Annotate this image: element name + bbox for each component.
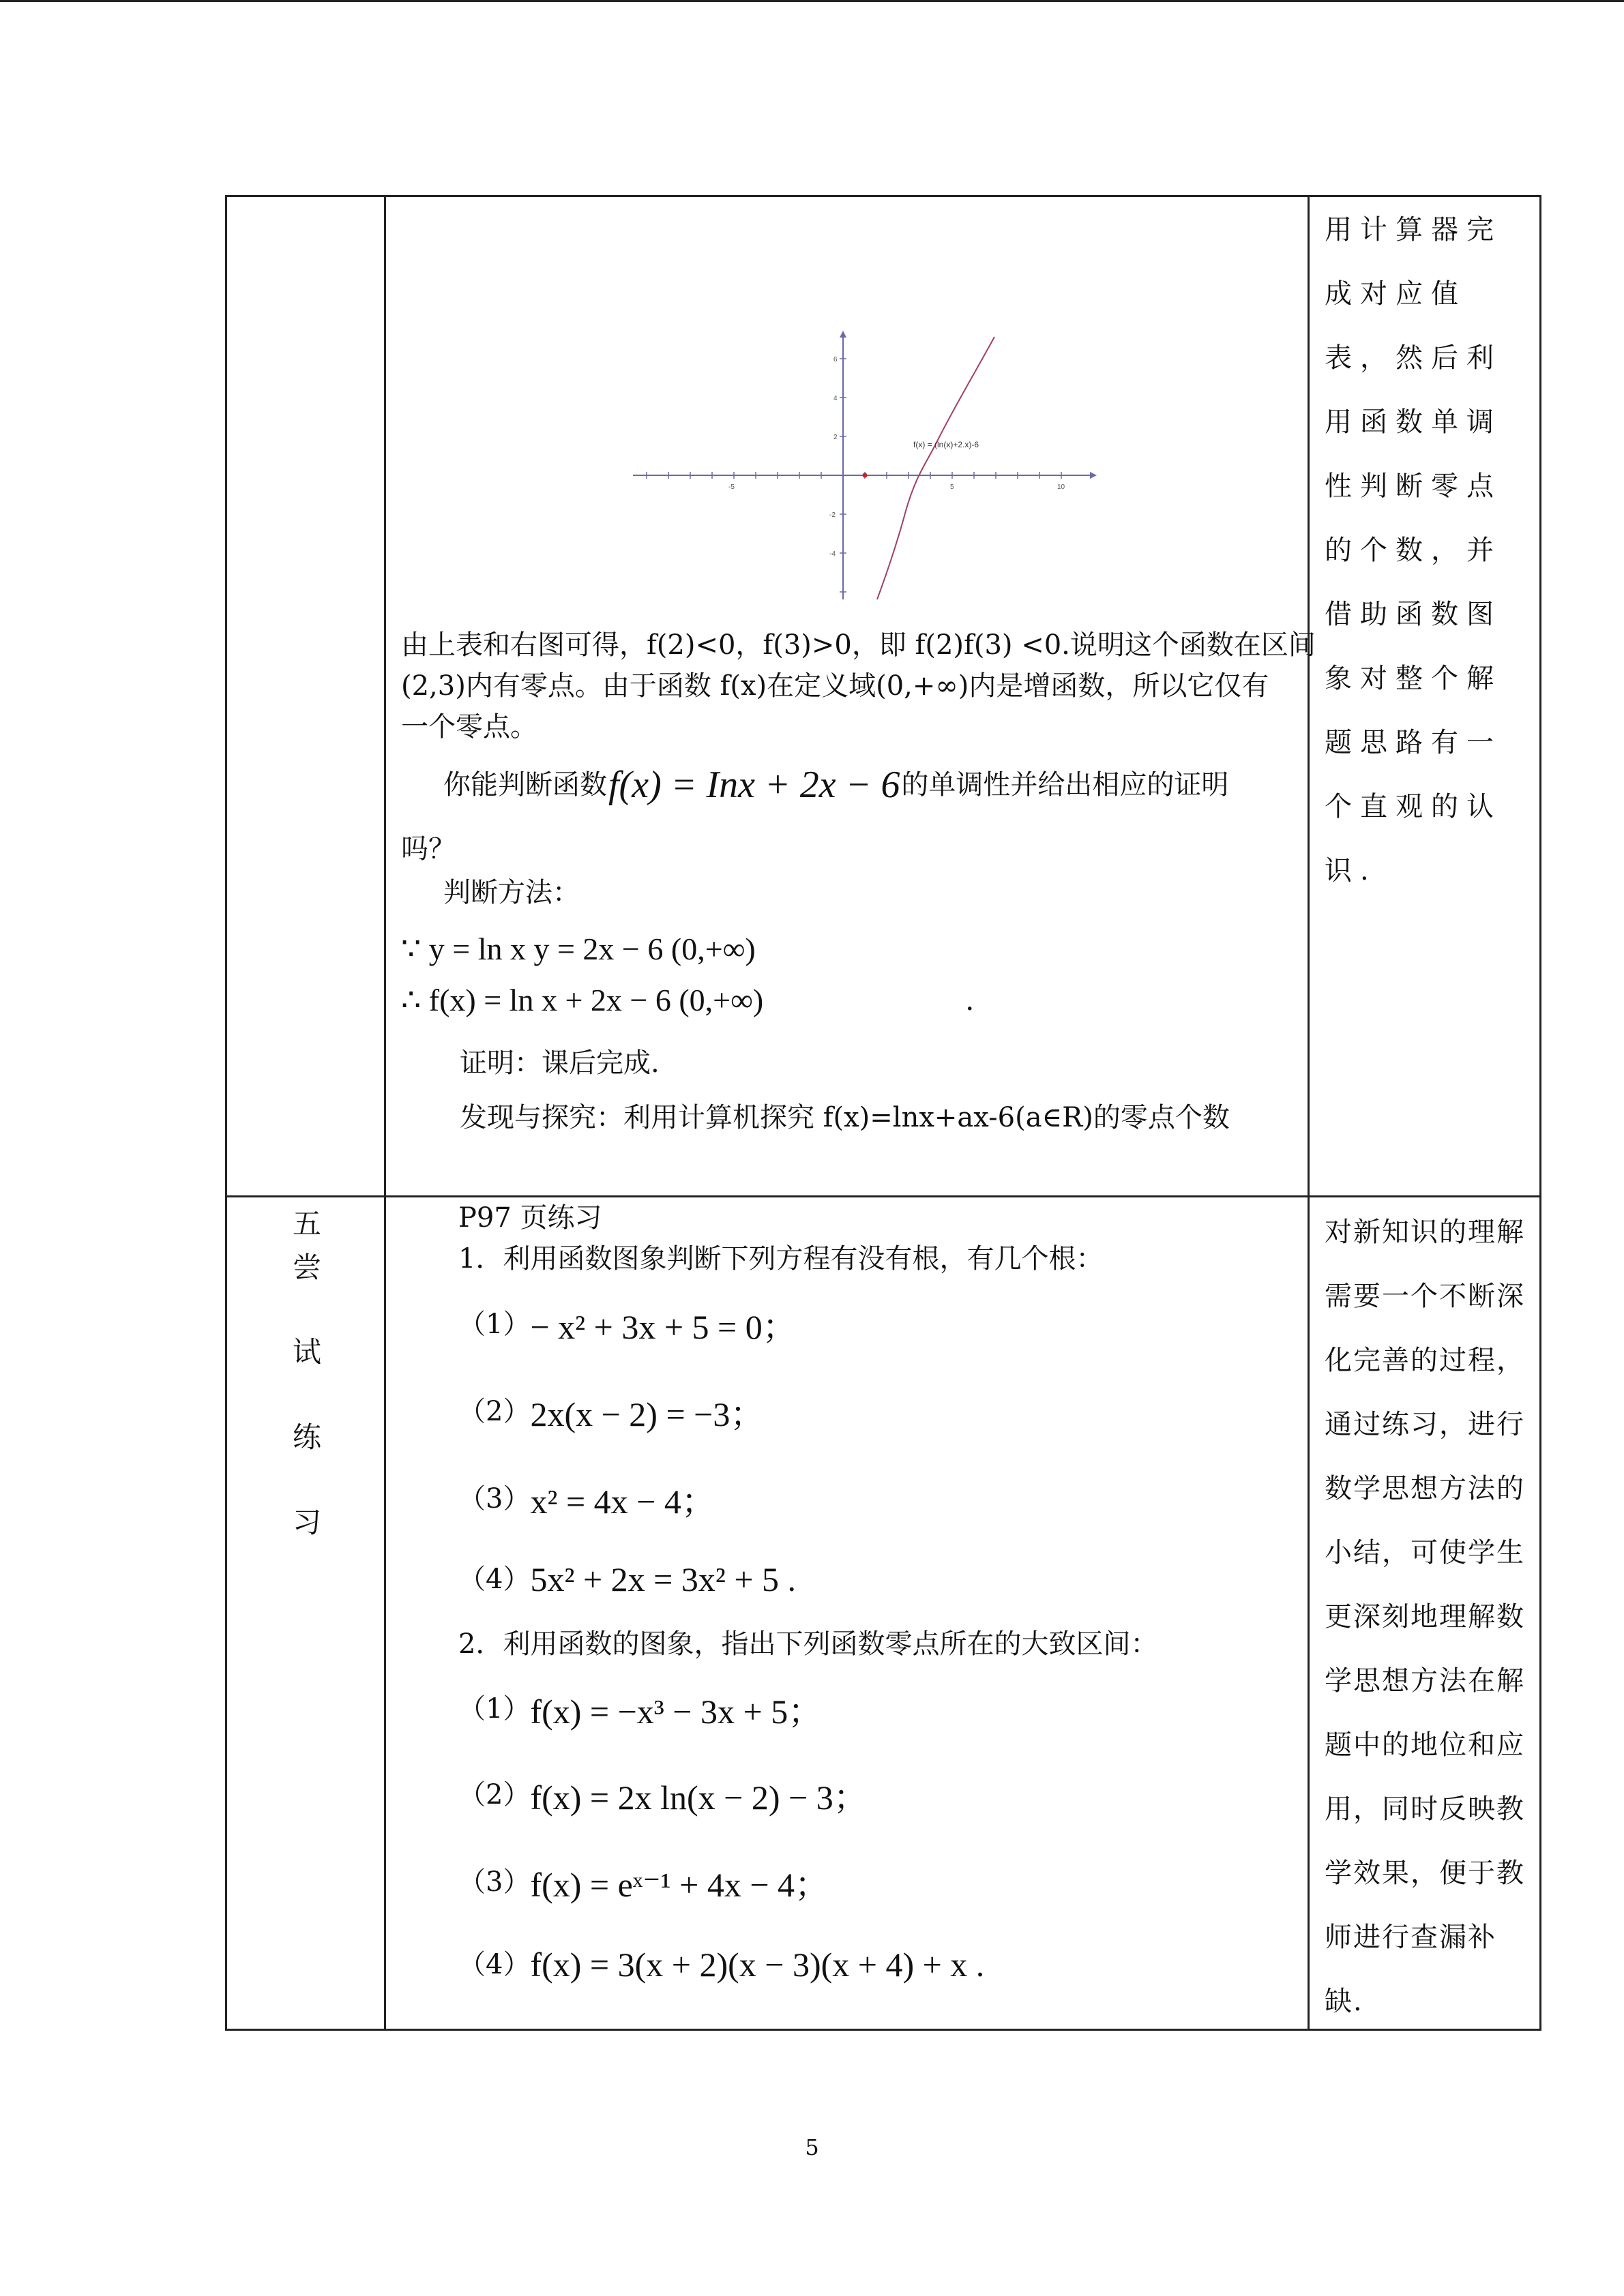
note-line: 借助函数图 [1325,599,1502,630]
because-line: ∵ y = ln x y = 2x − 6 (0,+∞) [401,931,756,966]
q2-item-2 [458,1770,868,1819]
note-line: 通过练习，进行 [1325,1409,1525,1440]
graph-y-label-neg2: -2 [829,511,836,519]
note-line: 个直观的认 [1325,791,1502,822]
lower-note-cell [1325,1200,1537,2033]
explore-line: 发现与探究：利用计算机探究 f(x)=lnx+ax-6(a∈R)的零点个数 [460,1102,1230,1133]
exercise-title: P97 页练习 [458,1202,602,1234]
item-expression: f(x) = eˣ⁻¹ + 4x − 4； [530,1866,829,1904]
upper-content-cell [386,197,1316,1195]
note-line: 识. [1325,855,1377,886]
note-line: 用，同时反映教 [1325,1793,1525,1825]
section-char: 五 [292,1207,321,1240]
item-number: （2） [458,1779,531,1810]
therefore-trailing-dot: . [966,982,974,1017]
upper-note-cell [1325,198,1536,903]
question-line [443,758,1228,812]
note-line: 更深刻地理解数 [1325,1601,1525,1632]
section-char: 尝 [292,1251,321,1284]
note-line: 缺. [1325,1986,1363,2017]
item-expression: f(x) = −x³ − 3x + 5； [530,1693,823,1731]
graph-y-label-neg4: -4 [829,550,836,558]
item-expression: x² = 4x − 4； [530,1482,715,1521]
q2-item-1 [458,1684,822,1733]
note-line: 师进行查漏补 [1325,1922,1496,1953]
graph-x-label-10: 10 [1057,483,1065,491]
table-right-border [1539,195,1541,2031]
note-line: 对新知识的理解 [1325,1217,1525,1248]
top-border-line [0,0,1624,2]
conclusion-line-3: 一个零点。 [401,711,537,743]
note-line: 题中的地位和应 [1325,1729,1525,1761]
item-expression: f(x) = 3(x + 2)(x − 3)(x + 4) + x . [530,1945,985,1984]
note-line: 题思路有一 [1325,727,1502,758]
item-number: （1） [458,1309,531,1340]
graph-y-label-4: 4 [833,395,838,402]
table-left-border [225,195,227,2031]
item-number: （4） [458,1564,531,1595]
question-1: 1．利用函数图象判断下列方程有没有根，有几个根： [458,1243,1104,1274]
page-number: 5 [805,2134,819,2160]
note-line: 小结，可使学生 [1325,1537,1525,1568]
note-line: 用函数单调 [1325,406,1502,438]
item-expression: − x² + 3x + 5 = 0； [530,1308,797,1346]
q2-item-3 [458,1858,829,1907]
item-number: （2） [458,1396,531,1427]
table-col-divider-2 [1308,195,1310,2031]
note-line: 学效果，便于教 [1325,1858,1525,1889]
question-end-text: 吗？ [401,833,456,865]
question-prefix: 你能判断函数 [443,769,607,801]
graph-y-arrow [840,331,846,338]
note-line: 的个数，并 [1325,535,1502,566]
question-formula: f(x) = Inx + 2x − 6 [608,764,900,806]
graph-y-label-6: 6 [833,356,838,363]
q2-item-4 [458,1944,984,1985]
q1-item-1 [458,1300,797,1349]
note-line: 需要一个不断深 [1325,1281,1525,1312]
item-expression: 5x² + 2x = 3x² + 5 . [530,1560,797,1598]
question-2: 2．利用函数的图象，指出下列函数零点所在的大致区间： [458,1628,1158,1660]
note-line: 性判断零点 [1325,471,1502,502]
therefore-line: ∴ f(x) = ln x + 2x − 6 (0,+∞) [401,983,764,1017]
graph-x-arrow [1090,472,1097,479]
exercise-cell [386,1197,1308,2029]
item-number: （3） [458,1866,531,1898]
note-line: 数学思想方法的 [1325,1473,1525,1504]
method-label: 判断方法： [443,877,580,908]
item-expression: f(x) = 2x ln(x − 2) − 3； [530,1778,868,1817]
question-suffix: 的单调性并给出相应的证明 [901,769,1229,801]
proof-line: 证明：课后完成. [460,1047,660,1079]
function-graph [626,327,1104,613]
item-number: （3） [458,1483,531,1515]
note-line: 象对整个解 [1325,663,1502,694]
section-char: 试 [292,1335,321,1369]
q1-item-2 [458,1387,764,1436]
q1-item-4 [458,1559,796,1600]
section-char: 习 [292,1506,321,1539]
note-line: 表，然后利 [1325,342,1502,374]
graph-x-label-neg5: -5 [728,483,735,491]
item-expression: 2x(x − 2) = −3； [530,1395,765,1433]
q1-item-3 [458,1474,715,1523]
conclusion-line-1: 由上表和右图可得，f(2)<0，f(3)>0，即 f(2)f(3) <0.说明这个函数在区间 [401,629,1316,661]
graph-point [863,473,868,478]
conclusion-line-2: (2,3)内有零点。由于函数 f(x)在定义域(0,+∞)内是增函数，所以它仅有 [401,670,1269,702]
note-line: 成对应值 [1325,278,1466,310]
note-line: 用计算器完 [1325,214,1502,245]
note-line: 学思想方法在解 [1325,1665,1525,1697]
graph-y-label-2: 2 [833,434,838,441]
item-number: （1） [458,1693,531,1725]
graph-curve [877,337,994,599]
graph-x-label-5: 5 [950,483,954,491]
section-char: 练 [292,1420,321,1454]
item-number: （4） [458,1949,531,1980]
note-line: 化完善的过程， [1325,1345,1525,1376]
graph-formula-label: f(x) = (ln(x)+2.x)-6 [913,440,979,449]
